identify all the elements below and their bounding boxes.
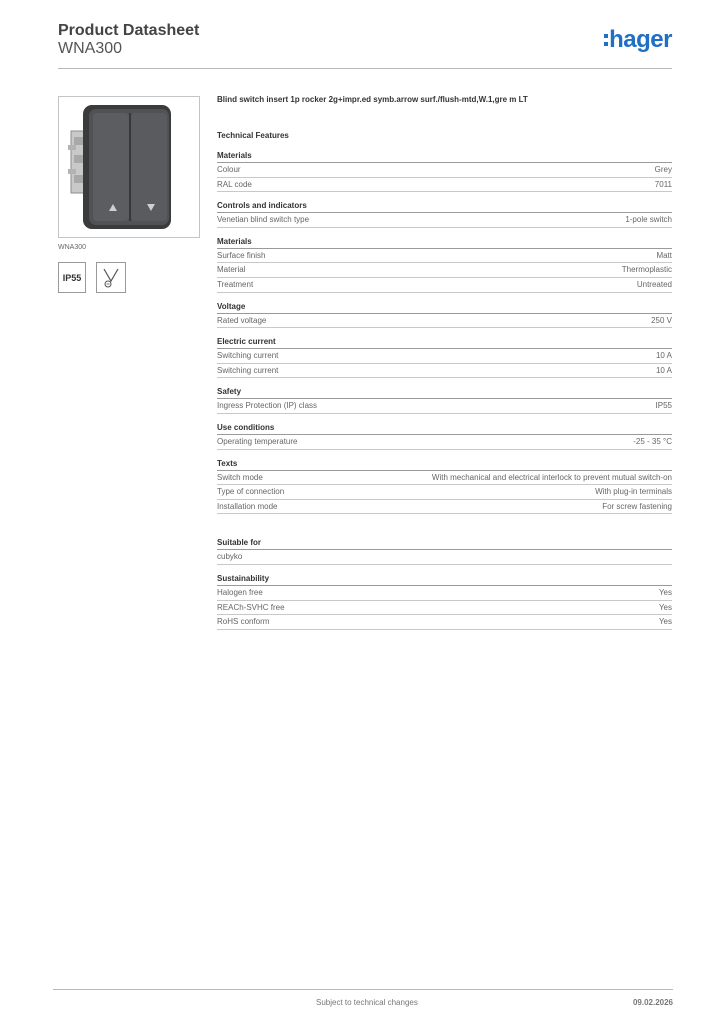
spec-value: 250 V xyxy=(651,315,672,325)
section-title: Safety xyxy=(217,387,672,399)
product-image xyxy=(58,96,200,238)
spec-value: For screw fastening xyxy=(602,501,672,511)
spec-label: Ingress Protection (IP) class xyxy=(217,401,318,411)
spec-row xyxy=(217,500,672,515)
spec-row xyxy=(217,550,672,565)
spec-section xyxy=(217,459,672,515)
page-footer xyxy=(53,989,673,1007)
spec-value: Thermoplastic xyxy=(621,265,672,275)
spec-section xyxy=(217,201,672,228)
spec-value: Matt xyxy=(656,250,672,260)
spec-label: Surface finish xyxy=(217,250,266,260)
spec-value: IP55 xyxy=(655,401,672,411)
spec-section xyxy=(217,151,672,192)
product-description: Blind switch insert 1p rocker 2g+impr.ed symb.arrow surf./flush-mtd,W.1,gre m LT xyxy=(217,95,528,104)
spec-section xyxy=(217,387,672,414)
spec-label: Switching current xyxy=(217,351,279,361)
section-title: Materials xyxy=(217,237,672,249)
section-title: Electric current xyxy=(217,337,672,349)
section-title: Sustainability xyxy=(217,574,672,586)
spec-label: Operating temperature xyxy=(217,436,298,446)
technical-features-heading: Technical Features xyxy=(217,131,289,140)
spec-value: Untreated xyxy=(636,279,672,289)
spec-row xyxy=(217,278,672,293)
spec-label: Treatment xyxy=(217,279,254,289)
spec-row xyxy=(217,349,672,364)
spec-row xyxy=(217,435,672,450)
spec-section xyxy=(217,302,672,329)
image-caption: WNA300 xyxy=(58,244,87,251)
spec-label: Venetian blind switch type xyxy=(217,215,310,225)
spec-value: 10 A xyxy=(655,365,672,375)
section-title: Use conditions xyxy=(217,423,672,435)
spec-label: Colour xyxy=(217,165,241,174)
spec-value: -25 - 35 °C xyxy=(633,436,672,446)
spec-row xyxy=(217,163,672,178)
spec-label: RoHS conform xyxy=(217,617,270,627)
spec-row xyxy=(217,263,672,278)
spec-label: Switch mode xyxy=(217,472,263,482)
spec-label: Material xyxy=(217,265,246,275)
specification-content xyxy=(217,95,672,639)
spec-label: Halogen free xyxy=(217,587,263,597)
spec-row xyxy=(217,485,672,500)
spec-row xyxy=(217,314,672,329)
spec-label: REACh-SVHC free xyxy=(217,602,285,612)
spec-value: 10 A xyxy=(655,351,672,361)
page-header xyxy=(58,22,672,69)
spec-label: cubyko xyxy=(217,552,243,562)
footer-note: Subject to technical changes xyxy=(316,998,418,1007)
spec-value: 1-pole switch xyxy=(625,215,672,225)
screw-fixing-icon xyxy=(96,262,126,293)
spec-section xyxy=(217,423,672,450)
section-title: Suitable for xyxy=(217,538,672,550)
spec-row xyxy=(217,615,672,630)
spec-label: Rated voltage xyxy=(217,315,267,325)
section-title: Materials xyxy=(217,151,672,163)
spec-value: Yes xyxy=(658,587,672,597)
spec-row xyxy=(217,213,672,228)
section-title: Texts xyxy=(217,459,672,471)
spec-row xyxy=(217,178,672,193)
spec-label: Installation mode xyxy=(217,501,278,511)
blind-switch-illustration xyxy=(59,97,199,237)
spec-section xyxy=(217,237,672,293)
footer-date: 09.02.2026 xyxy=(632,998,673,1007)
spec-label: Type of connection xyxy=(217,487,285,497)
spec-sections xyxy=(217,151,672,630)
spec-row xyxy=(217,364,672,379)
spec-section xyxy=(217,574,672,630)
spec-row xyxy=(217,399,672,414)
logo-colon-icon xyxy=(604,30,608,50)
spec-section xyxy=(217,538,672,565)
spec-value: 7011 xyxy=(654,179,672,189)
spec-value: Yes xyxy=(658,602,672,612)
section-title: Controls and indicators xyxy=(217,201,672,213)
spec-row xyxy=(217,249,672,264)
spec-row xyxy=(217,586,672,601)
spec-row xyxy=(217,471,672,486)
section-title: Voltage xyxy=(217,302,672,314)
hager-logo xyxy=(604,26,672,54)
ip55-badge: IP55 xyxy=(58,262,86,293)
spec-row xyxy=(217,601,672,616)
product-code: WNA300 xyxy=(58,40,123,57)
document-title: Product Datasheet xyxy=(58,22,200,39)
spec-value: With mechanical and electrical interlock to prevent mutual switch-on xyxy=(431,472,672,482)
spec-label: RAL code xyxy=(217,179,252,189)
logo-text: hager xyxy=(609,26,672,53)
spec-label: Switching current xyxy=(217,365,279,375)
spec-section xyxy=(217,337,672,378)
spec-value: Grey xyxy=(654,165,672,174)
spec-value: Yes xyxy=(658,617,672,627)
spec-value: With plug-in terminals xyxy=(595,487,672,497)
